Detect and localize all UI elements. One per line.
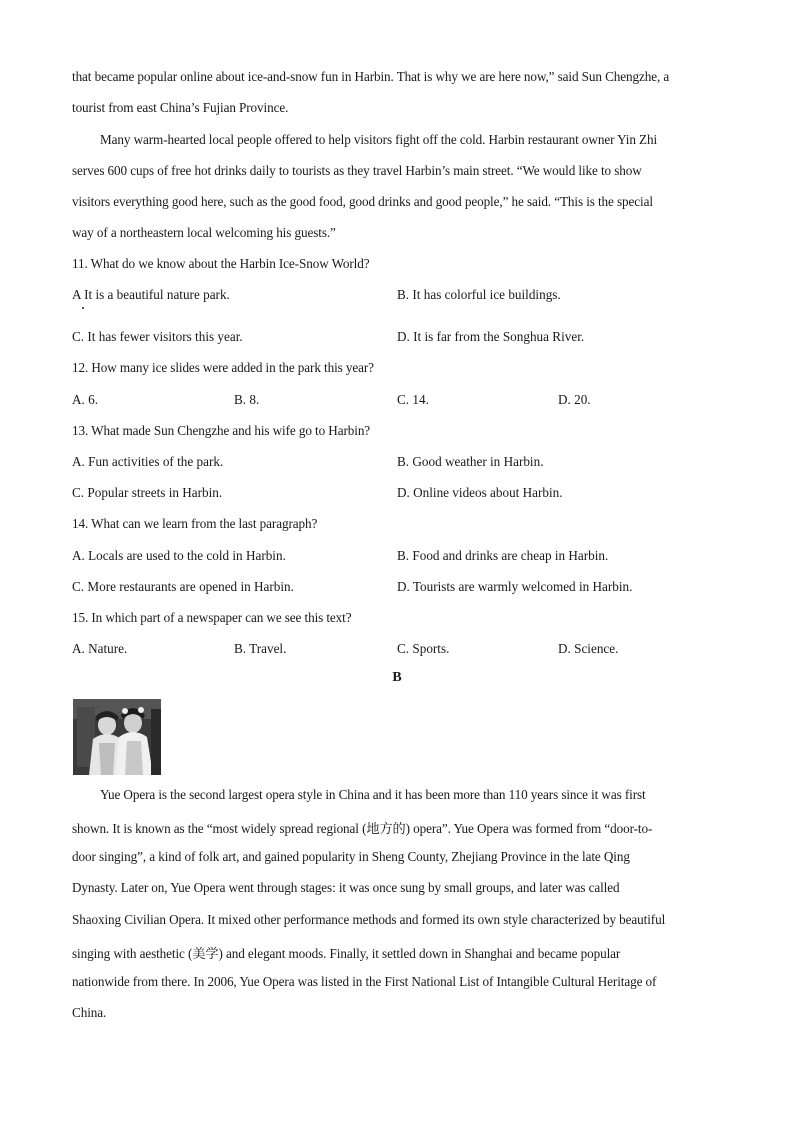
opera-performers-image <box>73 699 161 775</box>
question-11-option-c[interactable]: C. It has fewer visitors this year. <box>72 329 243 344</box>
question-13-option-a[interactable]: A. Fun activities of the park. <box>72 454 224 469</box>
passage-b-line: door singing”, a kind of folk art, and gained popularity in Sheng County, Zhejiang Province in the late Qing <box>72 849 630 864</box>
print-speck <box>82 307 84 309</box>
question-12-option-b[interactable]: B. 8. <box>234 392 260 407</box>
question-stem-14: 14. What can we learn from the last paragraph? <box>72 516 318 531</box>
passage-line: way of a northeastern local welcoming his guests.” <box>72 225 336 240</box>
passage-b-line: nationwide from there. In 2006, Yue Opera was listed in the First National List of Intangible Cultural Heritage of <box>72 974 657 989</box>
question-11-option-d[interactable]: D. It is far from the Songhua River. <box>397 329 585 344</box>
question-14-option-b[interactable]: B. Food and drinks are cheap in Harbin. <box>397 548 609 563</box>
passage-b-line: China. <box>72 1005 107 1020</box>
passage-line: serves 600 cups of free hot drinks daily to tourists as they travel Harbin’s main street. “We would like to show <box>72 163 642 178</box>
question-stem-15: 15. In which part of a newspaper can we see this text? <box>72 610 352 625</box>
question-13-option-b[interactable]: B. Good weather in Harbin. <box>397 454 544 469</box>
passage-b-line: Yue Opera is the second largest opera style in China and it has been more than 110 years since it was first <box>100 787 646 802</box>
yue-opera-photo <box>73 699 161 775</box>
question-15-option-a[interactable]: A. Nature. <box>72 641 128 656</box>
question-15-option-c[interactable]: C. Sports. <box>397 641 450 656</box>
question-14-option-a[interactable]: A. Locals are used to the cold in Harbin. <box>72 548 286 563</box>
passage-b-line: shown. It is known as the “most widely spread regional (地方的) opera”. Yue Opera was formed from “door-to- <box>72 821 653 836</box>
passage-b-line: Dynasty. Later on, Yue Opera went through stages: it was once sung by small groups, and later was called <box>72 880 620 895</box>
passage-line: tourist from east China’s Fujian Province. <box>72 100 289 115</box>
question-stem-11: 11. What do we know about the Harbin Ice-Snow World? <box>72 256 370 271</box>
question-14-option-c[interactable]: C. More restaurants are opened in Harbin. <box>72 579 294 594</box>
question-12-option-a[interactable]: A. 6. <box>72 392 99 407</box>
passage-line: Many warm-hearted local people offered to help visitors fight off the cold. Harbin restaurant owner Yin Zhi <box>100 132 658 147</box>
question-15-option-d[interactable]: D. Science. <box>558 641 619 656</box>
question-13-option-d[interactable]: D. Online videos about Harbin. <box>397 485 563 500</box>
question-stem-12: 12. How many ice slides were added in the park this year? <box>72 360 374 375</box>
question-15-option-b[interactable]: B. Travel. <box>234 641 287 656</box>
question-12-option-c[interactable]: C. 14. <box>397 392 429 407</box>
question-13-option-c[interactable]: C. Popular streets in Harbin. <box>72 485 223 500</box>
passage-line: visitors everything good here, such as the good food, good drinks and good people,” he said. “This is the special <box>72 194 653 209</box>
section-heading: B <box>392 670 402 685</box>
question-14-option-d[interactable]: D. Tourists are warmly welcomed in Harbin. <box>397 579 633 594</box>
passage-b-line: Shaoxing Civilian Opera. It mixed other performance methods and formed its own style characterized by beautiful <box>72 912 666 927</box>
passage-line: that became popular online about ice-and-snow fun in Harbin. That is why we are here now,” said Sun Chengzhe, a <box>72 69 670 84</box>
question-11-option-b[interactable]: B. It has colorful ice buildings. <box>397 287 561 302</box>
question-11-option-a[interactable]: A It is a beautiful nature park. <box>72 287 230 302</box>
question-12-option-d[interactable]: D. 20. <box>558 392 591 407</box>
question-stem-13: 13. What made Sun Chengzhe and his wife go to Harbin? <box>72 423 371 438</box>
passage-b-line: singing with aesthetic (美学) and elegant moods. Finally, it settled down in Shanghai and became popular <box>72 946 621 961</box>
